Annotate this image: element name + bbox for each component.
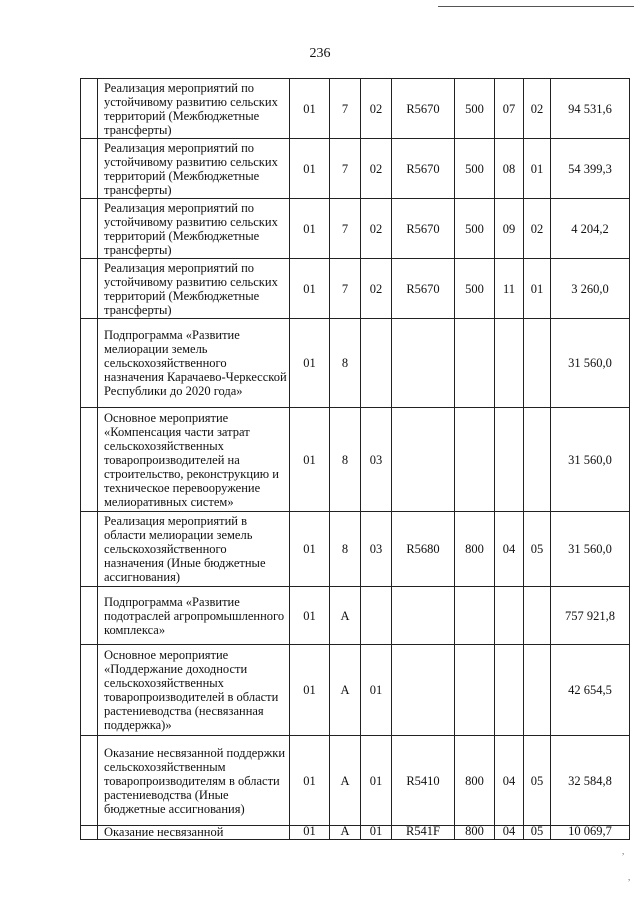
row-code-c5: 500 xyxy=(455,199,495,259)
row-name: Реализация мероприятий в области мелиорации земель сельскохозяйственного назначения (Иные бюджетные ассигнования) xyxy=(98,512,290,587)
row-code-c1: 01 xyxy=(290,139,330,199)
row-amount: 31 560,0 xyxy=(551,319,630,408)
row-code-c4: R5410 xyxy=(392,736,455,826)
table-row xyxy=(81,645,630,736)
row-amount: 31 560,0 xyxy=(551,408,630,512)
row-code-c3: 01 xyxy=(361,736,392,826)
row-code-c5: 500 xyxy=(455,259,495,319)
row-code-c5 xyxy=(455,319,495,408)
budget-table xyxy=(80,78,630,840)
table-row xyxy=(81,259,630,319)
row-code-c3 xyxy=(361,319,392,408)
row-name: Оказание несвязанной xyxy=(98,826,290,840)
empty-cell xyxy=(81,736,98,826)
row-code-c2: 8 xyxy=(330,408,361,512)
table-row xyxy=(81,826,630,840)
row-amount: 757 921,8 xyxy=(551,587,630,645)
row-code-c7 xyxy=(524,587,551,645)
empty-cell xyxy=(81,259,98,319)
page-number: 236 xyxy=(309,46,331,61)
row-code-c4 xyxy=(392,587,455,645)
row-code-c6 xyxy=(495,408,524,512)
row-code-c1: 01 xyxy=(290,319,330,408)
row-code-c4: R5670 xyxy=(392,199,455,259)
row-code-c7 xyxy=(524,408,551,512)
row-amount: 42 654,5 xyxy=(551,645,630,736)
row-code-c2: А xyxy=(330,645,361,736)
scan-mark: , xyxy=(628,872,631,882)
row-code-c4 xyxy=(392,645,455,736)
row-code-c1: 01 xyxy=(290,826,330,840)
table-row xyxy=(81,408,630,512)
row-code-c4: R5670 xyxy=(392,259,455,319)
row-code-c2: 7 xyxy=(330,79,361,139)
row-code-c3: 03 xyxy=(361,512,392,587)
row-code-c1: 01 xyxy=(290,199,330,259)
row-name: Основное мероприятие «Компенсация части затрат сельскохозяйственных товаропроизводителей на строительство, реконструкцию и техническое перевооружение мелиоративных систем» xyxy=(98,408,290,512)
row-code-c3: 01 xyxy=(361,826,392,840)
row-code-c2: 8 xyxy=(330,319,361,408)
empty-cell xyxy=(81,645,98,736)
scan-mark: , xyxy=(622,846,625,856)
row-code-c4 xyxy=(392,408,455,512)
row-code-c2: 7 xyxy=(330,139,361,199)
table-row xyxy=(81,736,630,826)
row-code-c7: 05 xyxy=(524,512,551,587)
row-code-c6 xyxy=(495,319,524,408)
table-row xyxy=(81,319,630,408)
row-code-c6: 07 xyxy=(495,79,524,139)
row-code-c4 xyxy=(392,319,455,408)
row-amount: 4 204,2 xyxy=(551,199,630,259)
row-code-c1: 01 xyxy=(290,259,330,319)
row-amount: 32 584,8 xyxy=(551,736,630,826)
row-amount: 94 531,6 xyxy=(551,79,630,139)
row-code-c3: 02 xyxy=(361,259,392,319)
empty-cell xyxy=(81,512,98,587)
row-code-c4: R5670 xyxy=(392,139,455,199)
row-code-c5: 500 xyxy=(455,79,495,139)
table-row xyxy=(81,512,630,587)
row-code-c2: А xyxy=(330,826,361,840)
row-code-c3: 01 xyxy=(361,645,392,736)
row-amount: 3 260,0 xyxy=(551,259,630,319)
row-code-c4: R5680 xyxy=(392,512,455,587)
row-code-c7 xyxy=(524,645,551,736)
row-code-c7: 01 xyxy=(524,259,551,319)
row-code-c6: 04 xyxy=(495,826,524,840)
row-code-c6: 04 xyxy=(495,512,524,587)
row-code-c2: 8 xyxy=(330,512,361,587)
row-code-c3: 02 xyxy=(361,199,392,259)
row-code-c7: 05 xyxy=(524,736,551,826)
table-row xyxy=(81,587,630,645)
row-code-c7: 02 xyxy=(524,79,551,139)
row-code-c3: 03 xyxy=(361,408,392,512)
row-code-c2: 7 xyxy=(330,259,361,319)
row-code-c1: 01 xyxy=(290,408,330,512)
row-code-c2: А xyxy=(330,736,361,826)
row-code-c1: 01 xyxy=(290,645,330,736)
row-name: Реализация мероприятий по устойчивому развитию сельских территорий (Межбюджетные трансферты) xyxy=(98,199,290,259)
row-name: Реализация мероприятий по устойчивому развитию сельских территорий (Межбюджетные трансферты) xyxy=(98,139,290,199)
table-row xyxy=(81,199,630,259)
row-code-c1: 01 xyxy=(290,512,330,587)
row-code-c6: 04 xyxy=(495,736,524,826)
row-code-c6: 09 xyxy=(495,199,524,259)
empty-cell xyxy=(81,826,98,840)
row-code-c7 xyxy=(524,319,551,408)
row-code-c6: 08 xyxy=(495,139,524,199)
row-code-c1: 01 xyxy=(290,79,330,139)
row-code-c1: 01 xyxy=(290,587,330,645)
empty-cell xyxy=(81,79,98,139)
row-code-c5 xyxy=(455,408,495,512)
row-name: Подпрограмма «Развитие мелиорации земель сельскохозяйственного назначения Карачаево-Черкесской Республики до 2020 года» xyxy=(98,319,290,408)
row-amount: 31 560,0 xyxy=(551,512,630,587)
empty-cell xyxy=(81,199,98,259)
row-code-c7: 05 xyxy=(524,826,551,840)
row-code-c6: 11 xyxy=(495,259,524,319)
row-code-c4: R5670 xyxy=(392,79,455,139)
row-code-c5: 800 xyxy=(455,512,495,587)
empty-cell xyxy=(81,587,98,645)
row-name: Основное мероприятие «Поддержание доходности сельскохозяйственных товаропроизводителей в области растениеводства (несвязанная поддержка)» xyxy=(98,645,290,736)
empty-cell xyxy=(81,319,98,408)
table-row xyxy=(81,139,630,199)
row-code-c5: 800 xyxy=(455,826,495,840)
top-rule xyxy=(438,6,634,7)
empty-cell xyxy=(81,139,98,199)
row-code-c3 xyxy=(361,587,392,645)
row-code-c6 xyxy=(495,645,524,736)
row-name: Подпрограмма «Развитие подотраслей агропромышленного комплекса» xyxy=(98,587,290,645)
row-code-c5 xyxy=(455,587,495,645)
row-amount: 10 069,7 xyxy=(551,826,630,840)
row-code-c6 xyxy=(495,587,524,645)
row-code-c2: А xyxy=(330,587,361,645)
empty-cell xyxy=(81,408,98,512)
row-code-c5: 500 xyxy=(455,139,495,199)
row-code-c3: 02 xyxy=(361,139,392,199)
row-code-c7: 02 xyxy=(524,199,551,259)
row-code-c5: 800 xyxy=(455,736,495,826)
row-name: Реализация мероприятий по устойчивому развитию сельских территорий (Межбюджетные трансферты) xyxy=(98,79,290,139)
row-code-c5 xyxy=(455,645,495,736)
row-code-c7: 01 xyxy=(524,139,551,199)
row-code-c3: 02 xyxy=(361,79,392,139)
row-code-c2: 7 xyxy=(330,199,361,259)
row-code-c4: R541F xyxy=(392,826,455,840)
row-amount: 54 399,3 xyxy=(551,139,630,199)
row-name: Реализация мероприятий по устойчивому развитию сельских территорий (Межбюджетные трансферты) xyxy=(98,259,290,319)
row-name: Оказание несвязанной поддержки сельскохозяйственным товаропроизводителям в области растениеводства (Иные бюджетные ассигнования) xyxy=(98,736,290,826)
row-code-c1: 01 xyxy=(290,736,330,826)
table-row xyxy=(81,79,630,139)
